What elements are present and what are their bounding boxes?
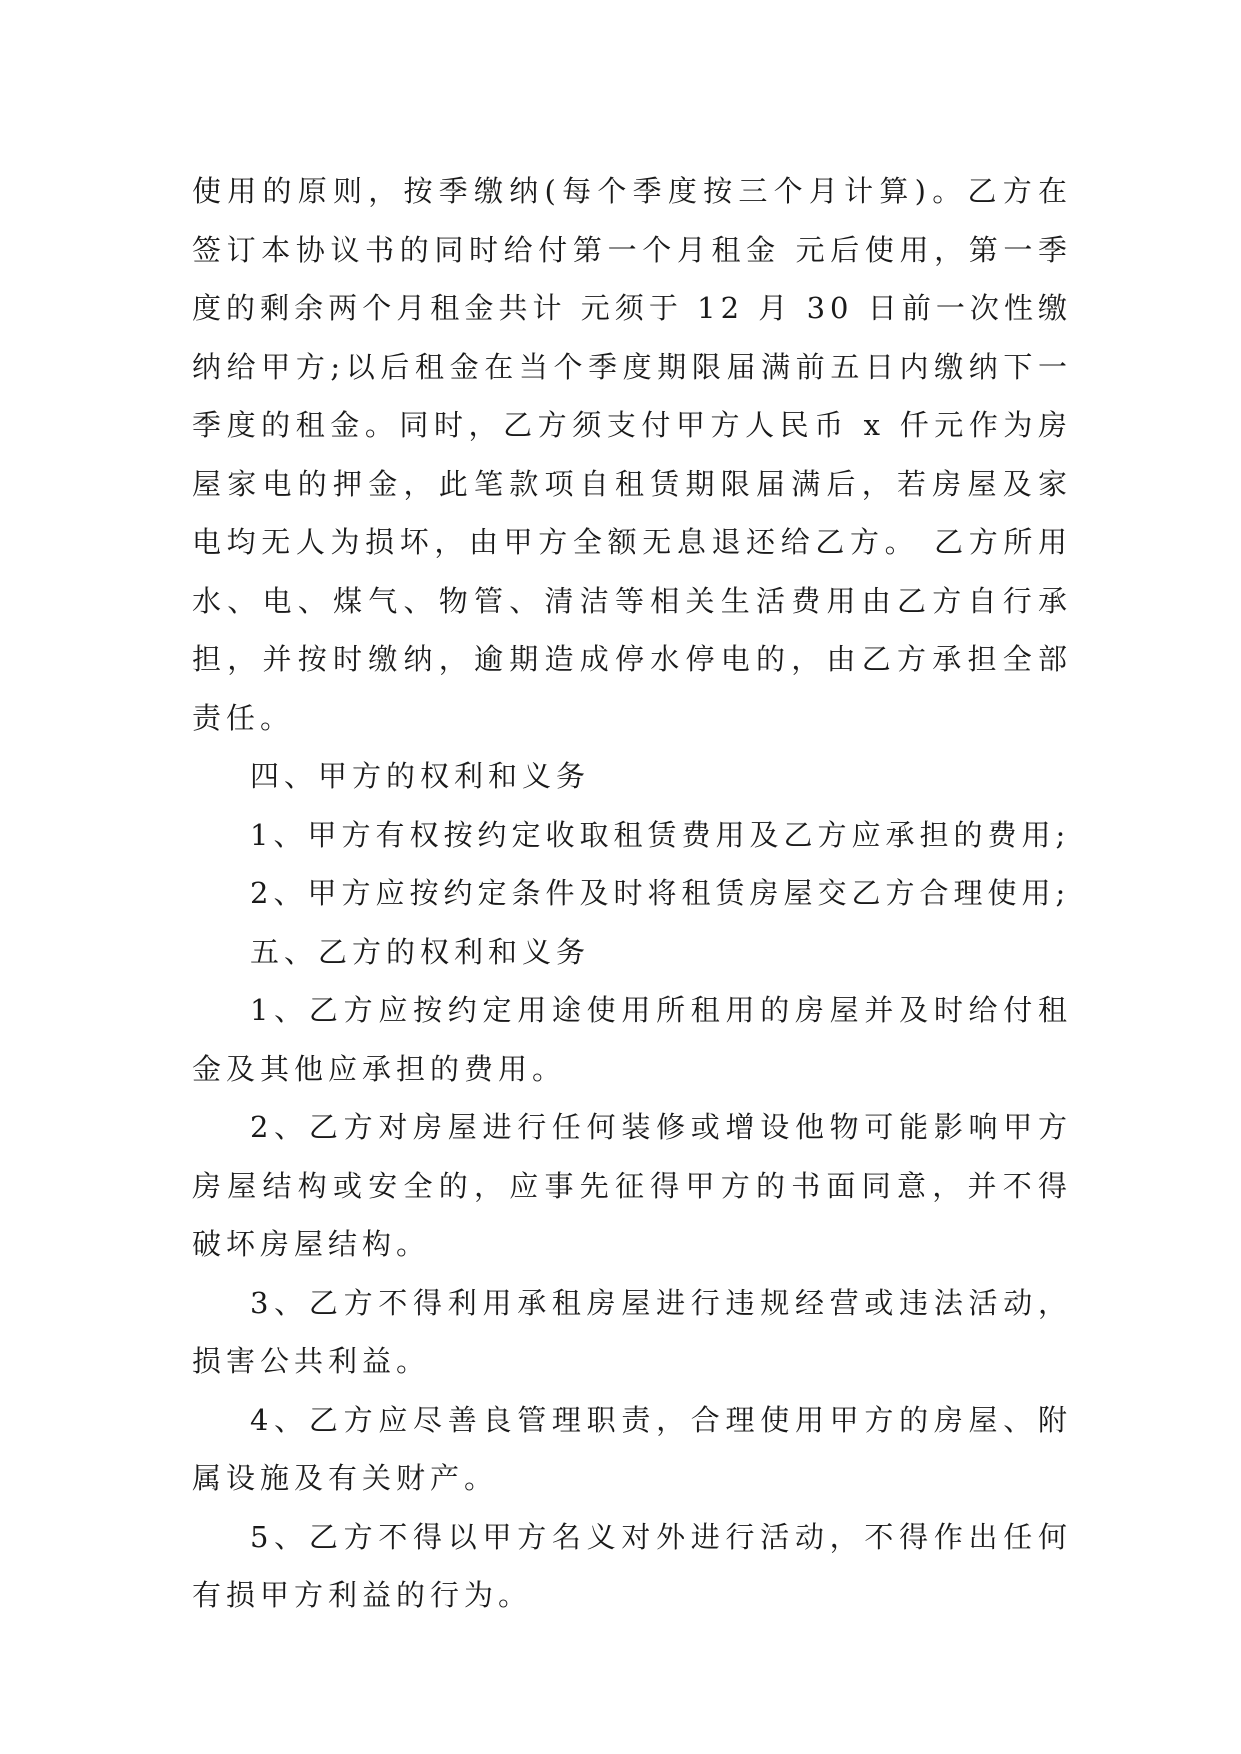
clause-4-2: 2、甲方应按约定条件及时将租赁房屋交乙方合理使用; [250, 876, 1071, 910]
clause-5-2: 2、乙方对房屋进行任何装修或增设他物可能影响甲方房屋结构或安全的，应事先征得甲方的书面同意，并不得破坏房屋结构。 [192, 1110, 1072, 1261]
clause-5-3: 3、乙方不得利用承租房屋进行违规经营或违法活动，损害公共利益。 [192, 1285, 1072, 1378]
document-body [192, 162, 1072, 1625]
heading-section-4: 四、甲方的权利和义务 [250, 759, 591, 793]
heading-section-5: 五、乙方的权利和义务 [250, 934, 591, 969]
clause-5-4: 4、乙方应尽善良管理职责，合理使用甲方的房屋、附属设施及有关财产。 [192, 1402, 1072, 1495]
clause-5-1: 1、乙方应按约定用途使用所租用的房屋并及时给付租金及其他应承担的费用。 [192, 993, 1072, 1086]
clause-5-5: 5、乙方不得以甲方名义对外进行活动，不得作出任何有损甲方利益的行为。 [192, 1519, 1072, 1612]
clause-4-1: 1、甲方有权按约定收取租赁费用及乙方应承担的费用; [250, 817, 1071, 852]
paragraph-rent-payment: 使用的原则，按季缴纳(每个季度按三个月计算)。乙方在签订本协议书的同时给付第一个月租金 元后使用，第一季度的剩余两个月租金共计 元须于 12 月 30 日前一次性缴纳给甲方;以后租金在当个季度期限届满前五日内缴纳下一季度的租金。同时，乙方须支付甲方人民币 x 仟元作为房屋家电的押金，此笔款项自租赁期限届满后，若房屋及家电均无人为损坏，由甲方全额无息退还给乙方。 乙方所用水、电、煤气、物管、清洁等相关生活费用由乙方自行承担，并按时缴纳，逾期造成停水停电的，由乙方承担全部责任。 [192, 174, 1072, 735]
